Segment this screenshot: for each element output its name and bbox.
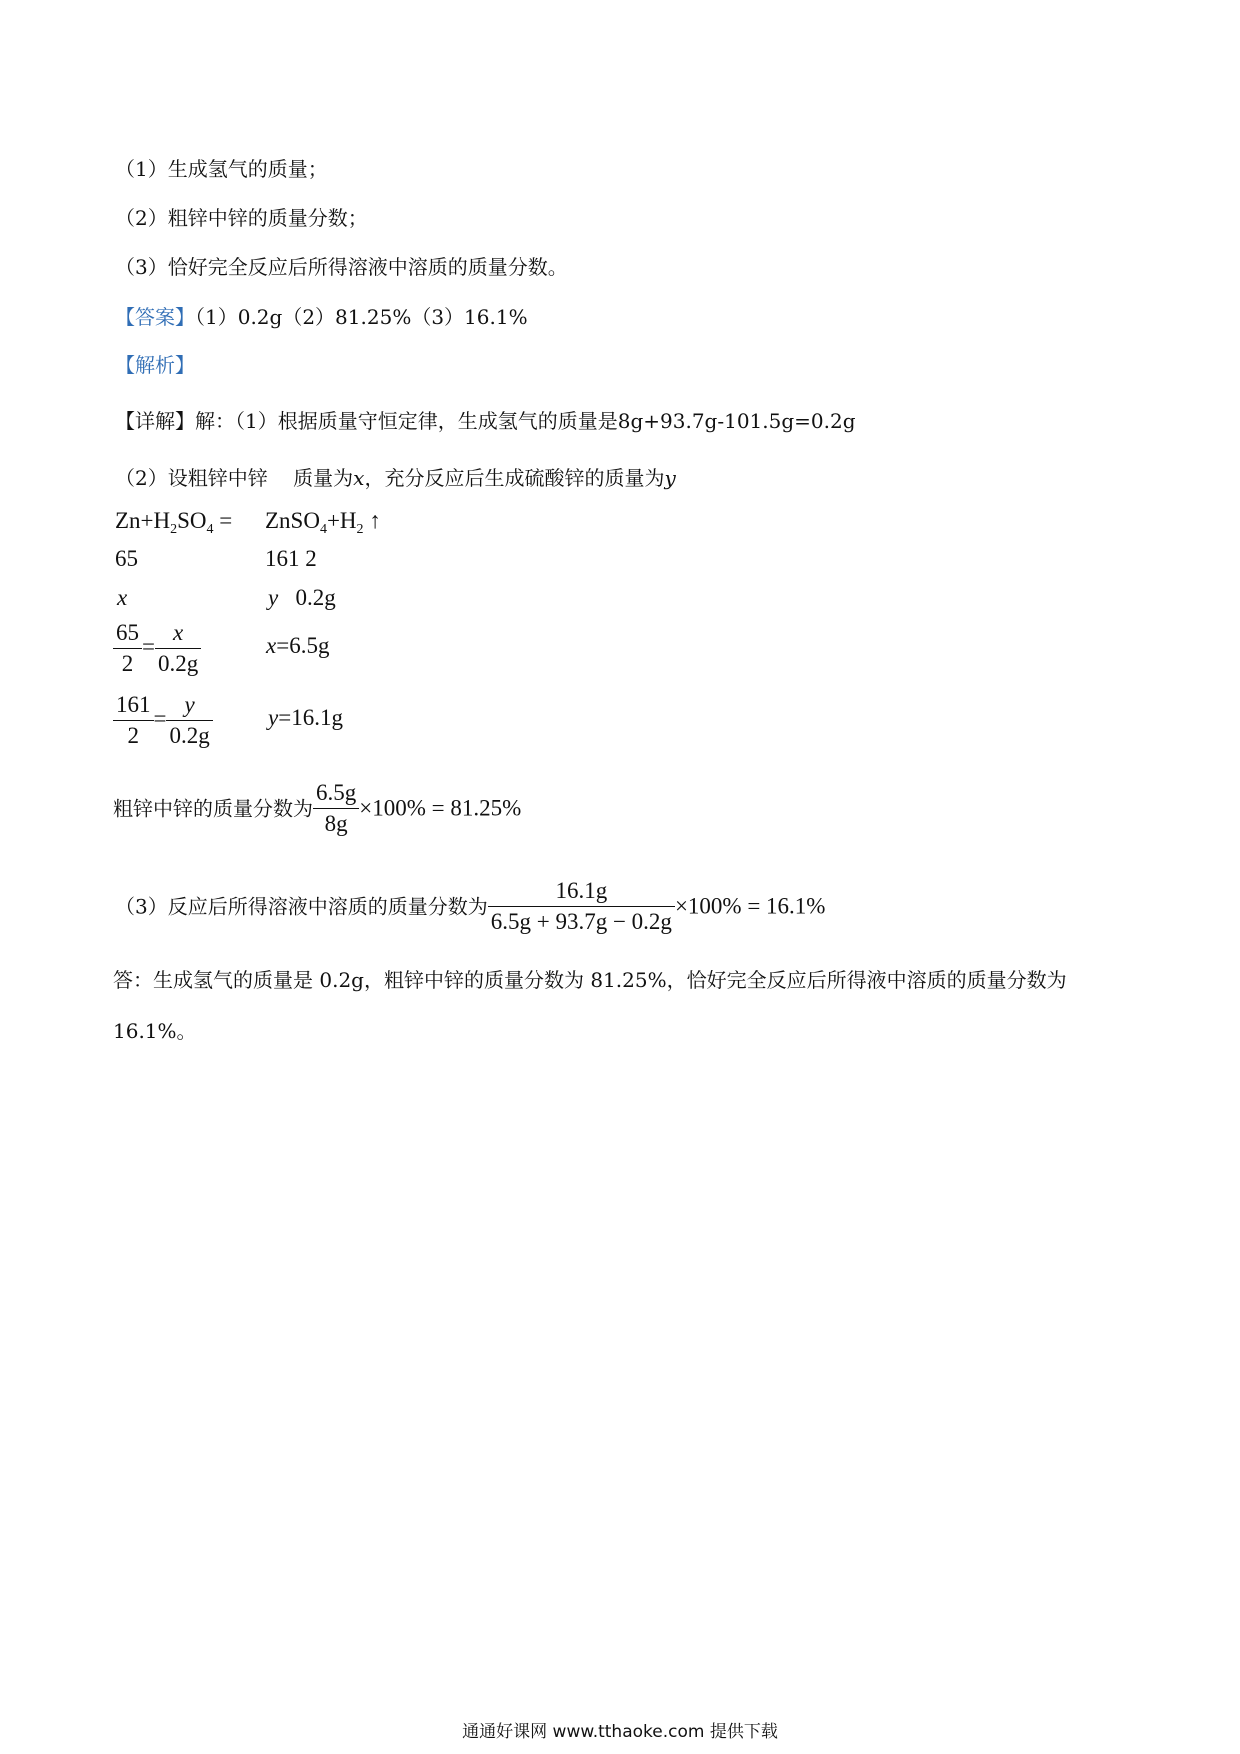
detail-text: 解：（1）根据质量守恒定律，生成氢气的质量是8g+93.7g-101.5g=0.2g	[195, 409, 856, 433]
eq-sub: 2	[356, 522, 364, 537]
denominator: 2	[121, 651, 134, 676]
var-y: y	[184, 692, 195, 717]
answer-text: （1）0.2g（2）81.25%（3）16.1%	[195, 305, 528, 329]
equation-rhs	[265, 508, 381, 537]
ratio-2	[113, 690, 213, 751]
numerator	[166, 690, 212, 721]
solute-percentage-label: （3）反应后所得溶液中溶质的质量分数为	[115, 894, 488, 919]
detail-label: 【详解】	[115, 409, 195, 433]
question-1: （1）生成氢气的质量；	[115, 157, 328, 181]
solute-percentage-result: ×100% = 16.1%	[674, 893, 826, 919]
eq-so: SO	[177, 508, 207, 533]
eq-sub: 4	[319, 522, 327, 537]
numerator: 65	[113, 618, 142, 649]
detail-line-1	[115, 408, 856, 434]
unknown-y-row	[268, 585, 336, 611]
equals-sign: =	[153, 705, 167, 731]
var-x: x	[173, 620, 184, 645]
var-x: x	[353, 466, 365, 490]
answer-label: 【答案】	[115, 305, 195, 329]
page-footer: 通通好课网 www.tthaoke.com 提供下载	[462, 1722, 778, 1742]
equation-lhs	[115, 508, 233, 537]
result-value: =16.1g	[278, 705, 343, 730]
fraction	[155, 618, 201, 679]
denominator: 0.2g	[157, 651, 199, 676]
detail-line-2	[115, 465, 676, 491]
var-y: y	[664, 466, 676, 490]
eq-plus-h: +H	[326, 508, 357, 533]
fraction	[313, 778, 359, 839]
zn-percentage-line	[113, 778, 521, 839]
fraction	[113, 618, 142, 679]
up-arrow-icon: ↑	[369, 508, 381, 533]
detail-line-2-a: （2）设粗锌中锌	[115, 466, 268, 490]
fraction	[166, 690, 212, 751]
fraction	[488, 876, 675, 937]
ratio-1	[113, 618, 201, 679]
eq-sign: =	[219, 508, 233, 533]
solute-percentage-line	[115, 876, 825, 937]
zn-percentage-label: 粗锌中锌的质量分数为	[113, 796, 313, 821]
var-x: x	[266, 633, 277, 658]
numerator: 16.1g	[488, 876, 675, 907]
mass-products: 161 2	[265, 546, 317, 571]
detail-line-2-c: ，充分反应后生成硫酸锌的质量为	[364, 466, 665, 490]
fraction	[113, 690, 154, 751]
var-x: x	[117, 585, 128, 610]
eq-zn-h: Zn+H	[115, 508, 171, 533]
ratio-1-result	[266, 633, 329, 659]
zn-percentage-result: ×100% = 81.25%	[359, 795, 522, 821]
eq-znso: ZnSO	[265, 508, 320, 533]
conclusion-line-2: 16.1%。	[113, 1019, 197, 1043]
conclusion-line-1: 答：生成氢气的质量是 0.2g，粗锌中锌的质量分数为 81.25%，恰好完全反应后所得液中溶质的质量分数为	[113, 968, 1067, 992]
var-y: y	[268, 585, 279, 610]
denominator: 2	[127, 723, 139, 748]
answer-line	[115, 304, 528, 330]
numerator: 161	[113, 690, 154, 721]
ratio-2-result	[268, 705, 343, 731]
mass-zn: 65	[115, 546, 138, 571]
denominator: 6.5g + 93.7g − 0.2g	[490, 909, 672, 934]
numerator: 6.5g	[313, 778, 359, 809]
question-3: （3）恰好完全反应后所得溶液中溶质的质量分数。	[115, 255, 568, 279]
known-h2: 0.2g	[295, 585, 336, 610]
denominator: 0.2g	[169, 723, 210, 748]
denominator: 8g	[324, 811, 348, 836]
eq-sub: 4	[206, 522, 214, 537]
result-value: =6.5g	[276, 633, 330, 658]
detail-line-2-b: 质量为	[293, 466, 354, 490]
equals-sign: =	[142, 633, 155, 659]
eq-sub: 2	[170, 522, 178, 537]
analysis-label: 【解析】	[115, 353, 195, 377]
var-y: y	[268, 705, 279, 730]
unknown-x	[117, 585, 127, 611]
question-2: （2）粗锌中锌的质量分数；	[115, 206, 368, 230]
numerator	[155, 618, 201, 649]
